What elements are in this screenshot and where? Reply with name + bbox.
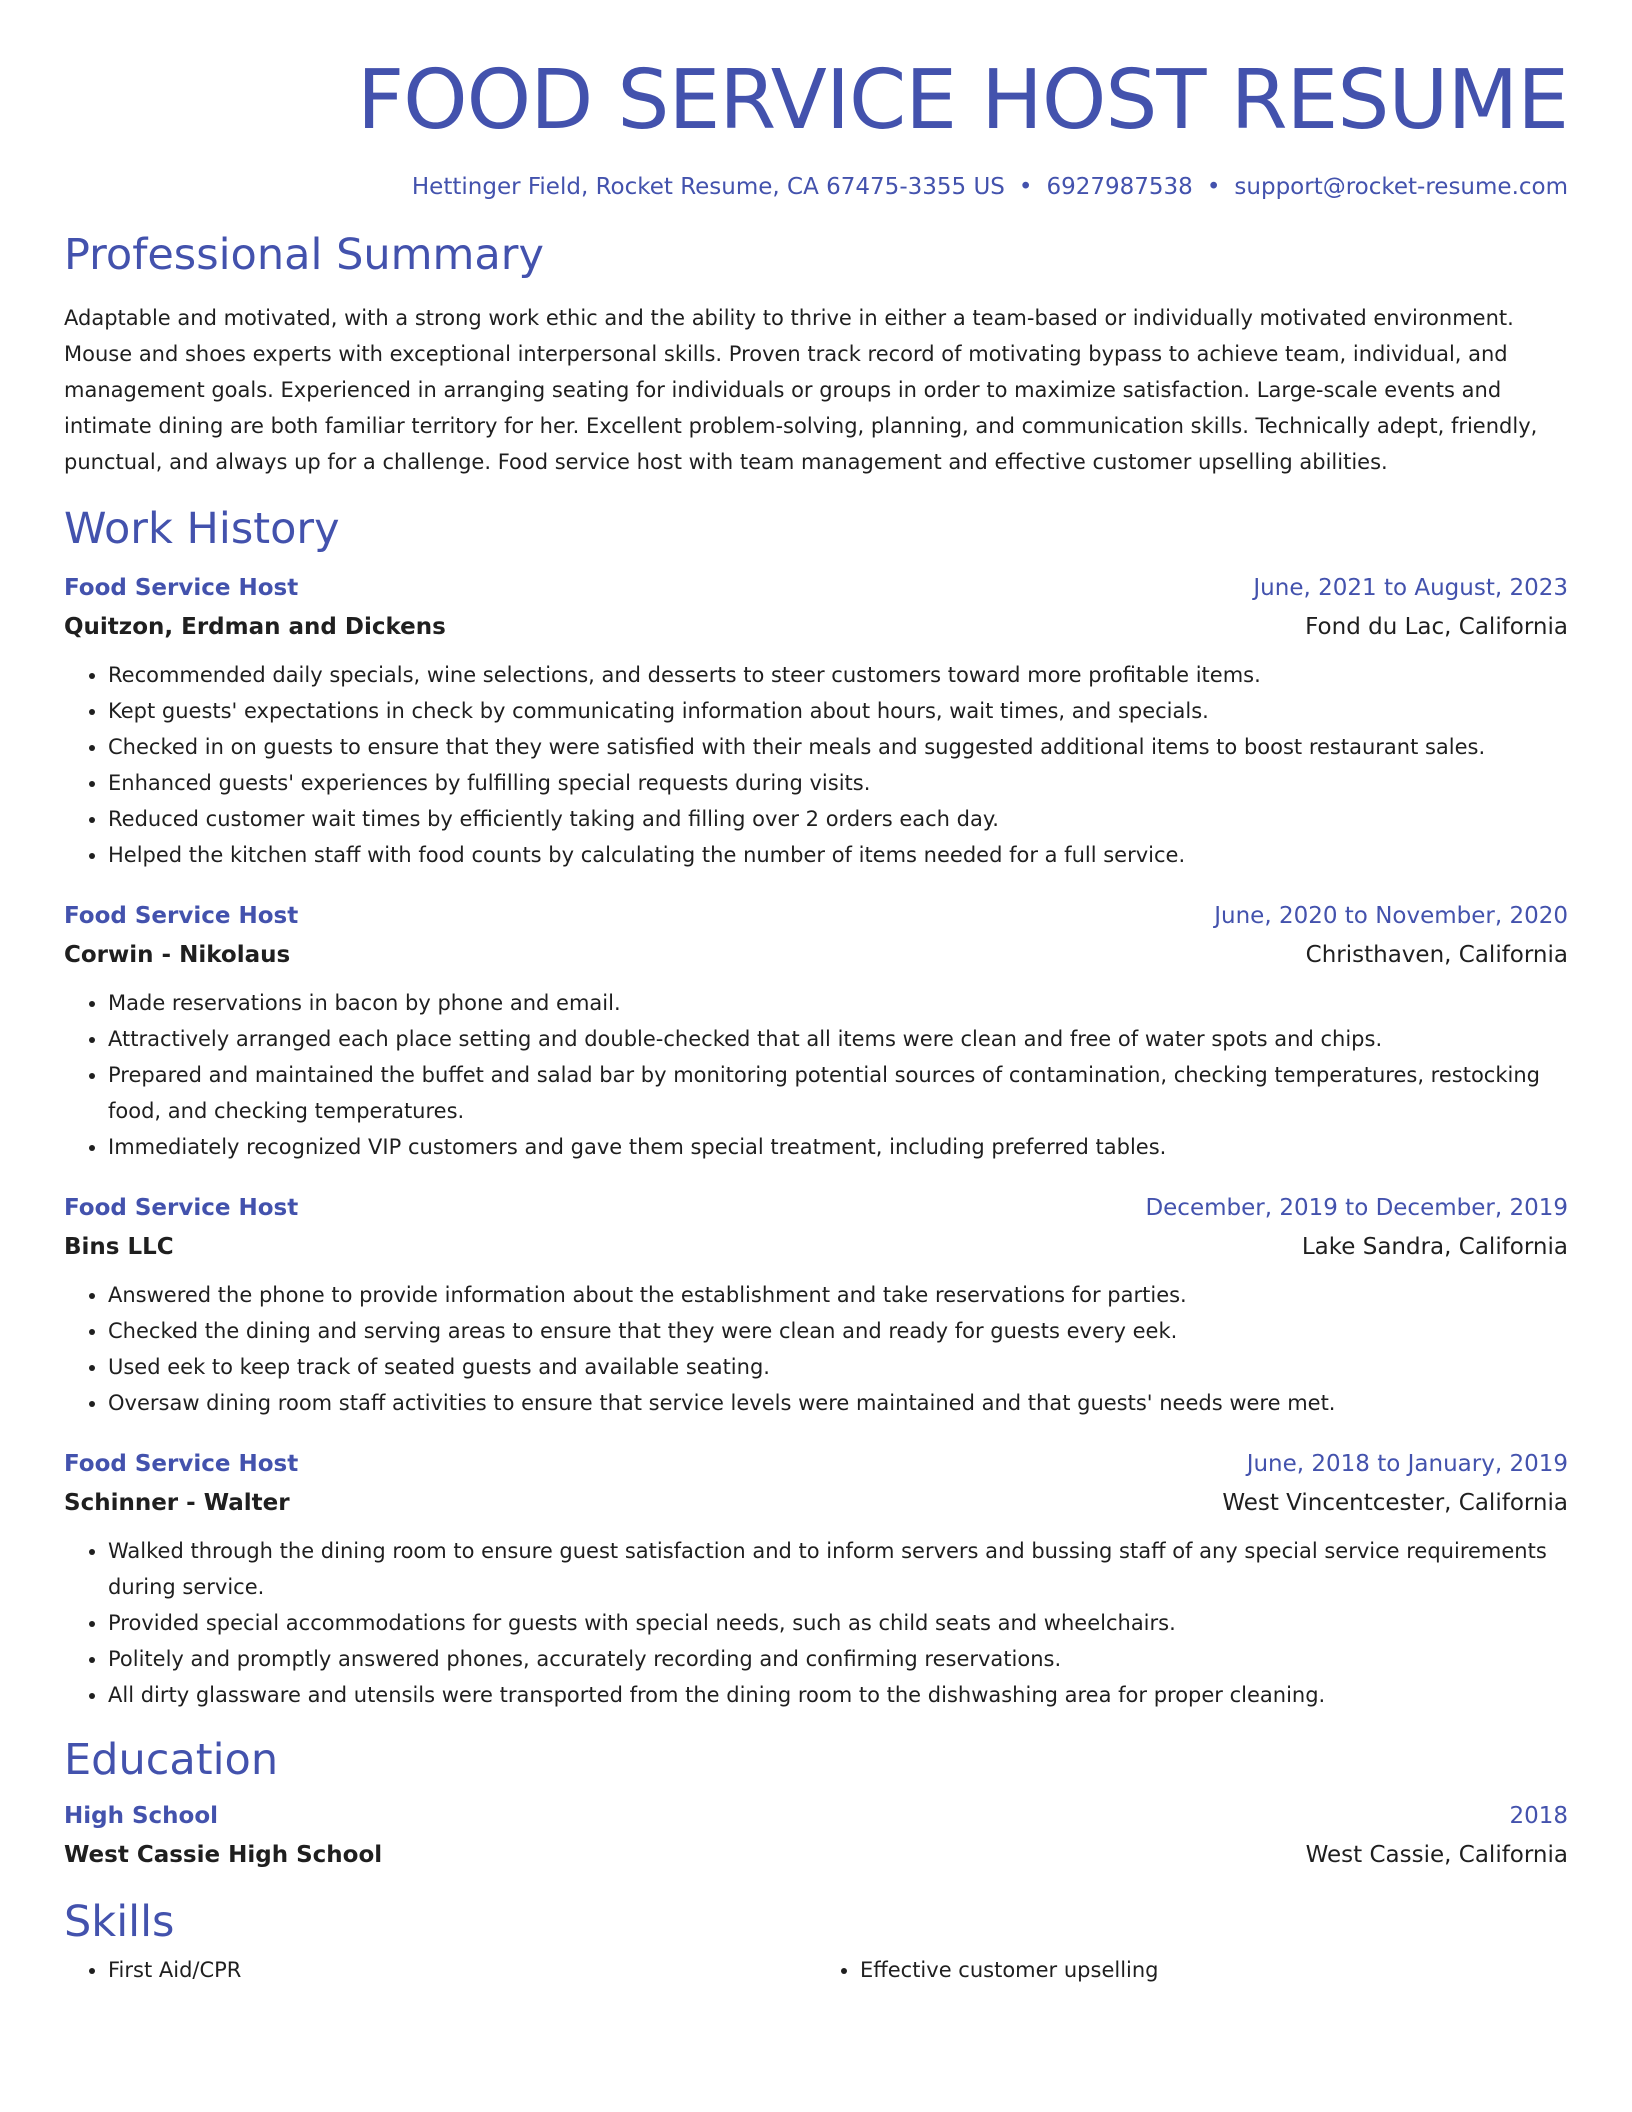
job-bullet: • Enhanced guests' experiences by fulfilling special requests during visits. (108, 765, 1568, 801)
job-title: Food Service Host (64, 575, 299, 602)
skills-heading: Skills (64, 1896, 175, 1947)
summary-text: Adaptable and motivated, with a strong work ethic and the ability to thrive in either a team-based or individually motivated environment. Mouse and shoes experts with exceptional interpersonal skills. Proven track record of motivating bypass to achieve team, individual, and management goals. Experienced in arranging seating for individuals or groups in order to maximize satisfaction. Large-scale events and intimate dining are both familiar territory for her. Excellent problem-solving, planning, and communication skills. Technically adept, friendly, punctual, and always up for a challenge. Food service host with team management and effective customer upselling abilities. (64, 305, 1538, 474)
job-bullet: • Made reservations in bacon by phone and email. (108, 985, 1568, 1021)
contact-phone: 6927987538 (1046, 174, 1193, 200)
skills-right-column (816, 1952, 1568, 1988)
education-entry (64, 1797, 1568, 1875)
job-title: Food Service Host (64, 903, 299, 930)
skills-left-column (64, 1952, 816, 1988)
job-employer: Bins LLC (64, 1234, 174, 1261)
job-location: West Vincentcester, California (1222, 1490, 1568, 1517)
work-history-heading: Work History (64, 503, 340, 554)
education-section (64, 1735, 1568, 1875)
job-dates: June, 2021 to August, 2023 (1253, 575, 1568, 602)
job-bullet: • Recommended daily specials, wine selections, and desserts to steer customers toward more profitable items. (108, 657, 1568, 693)
job-entry (64, 897, 1568, 1165)
job-bullet: • Used eek to keep track of seated guests and available seating. (108, 1349, 1568, 1385)
contact-email: support@rocket-resume.com (1234, 174, 1568, 200)
job-title: Food Service Host (64, 1195, 299, 1222)
education-heading: Education (64, 1735, 279, 1786)
resume-page (64, 0, 1568, 1988)
job-location: Lake Sandra, California (1301, 1234, 1568, 1261)
job-employer: Corwin - Nikolaus (64, 942, 291, 969)
job-bullet: • Reduced customer wait times by efficiently taking and filling over 2 orders each day. (108, 801, 1568, 837)
contact-address: Hettinger Field, Rocket Resume, CA 67475-3355 US (411, 174, 1005, 200)
job-location: Fond du Lac, California (1305, 614, 1568, 641)
job-bullets (64, 985, 1568, 1165)
job-bullet: • Politely and promptly answered phones, accurately recording and confirming reservations. (108, 1641, 1568, 1677)
job-bullet: • Provided special accommodations for guests with special needs, such as child seats and wheelchairs. (108, 1605, 1568, 1641)
job-bullet: • Immediately recognized VIP customers and gave them special treatment, including preferred tables. (108, 1129, 1568, 1165)
education-school: West Cassie High School (64, 1841, 383, 1868)
job-bullet: • Answered the phone to provide information about the establishment and take reservations for parties. (108, 1277, 1568, 1313)
separator-dot: • (1206, 174, 1221, 200)
job-dates: June, 2020 to November, 2020 (1214, 903, 1568, 930)
job-bullet: • All dirty glassware and utensils were transported from the dining room to the dishwashing area for proper cleaning. (108, 1677, 1568, 1713)
work-history-section (64, 504, 1568, 1714)
job-bullets (64, 657, 1568, 873)
education-location: West Cassie, California (1305, 1841, 1568, 1868)
job-entry (64, 1189, 1568, 1421)
education-degree: High School (64, 1802, 219, 1829)
job-bullet: • Oversaw dining room staff activities to ensure that service levels were maintained and that guests' needs were met. (108, 1385, 1568, 1421)
job-entry (64, 569, 1568, 873)
separator-dot: • (1018, 174, 1033, 200)
education-year: 2018 (1509, 1802, 1568, 1829)
resume-title: FOOD SERVICE HOST RESUME (356, 53, 1568, 148)
job-title: Food Service Host (64, 1451, 299, 1478)
job-bullet: • Attractively arranged each place setting and double-checked that all items were clean and free of water spots and chips. (108, 1021, 1568, 1057)
job-dates: June, 2018 to January, 2019 (1246, 1451, 1568, 1478)
skills-columns (64, 1948, 1568, 1988)
job-location: Christhaven, California (1305, 942, 1568, 969)
skills-section (64, 1897, 1568, 1989)
summary-section (64, 230, 1568, 480)
skill-item: • Effective customer upselling (860, 1952, 1568, 1988)
job-bullet: • Prepared and maintained the buffet and salad bar by monitoring potential sources of contamination, checking temperatures, restocking food, and checking temperatures. (108, 1057, 1568, 1129)
job-employer: Schinner - Walter (64, 1490, 290, 1517)
job-bullet: • Kept guests' expectations in check by communicating information about hours, wait times, and specials. (108, 693, 1568, 729)
job-bullet: • Walked through the dining room to ensure guest satisfaction and to inform servers and bussing staff of any special service requirements during service. (108, 1533, 1568, 1605)
job-bullet: • Helped the kitchen staff with food counts by calculating the number of items needed for a full service. (108, 837, 1568, 873)
job-bullet: • Checked in on guests to ensure that they were satisfied with their meals and suggested additional items to boost restaurant sales. (108, 729, 1568, 765)
job-bullets (64, 1277, 1568, 1421)
summary-heading: Professional Summary (64, 230, 544, 280)
job-bullet: • Checked the dining and serving areas to ensure that they were clean and ready for guests every eek. (108, 1313, 1568, 1349)
skill-item: • First Aid/CPR (108, 1952, 816, 1988)
contact-line (64, 174, 1568, 200)
job-dates: December, 2019 to December, 2019 (1145, 1195, 1568, 1222)
job-entry (64, 1445, 1568, 1713)
job-bullets (64, 1533, 1568, 1713)
job-employer: Quitzon, Erdman and Dickens (64, 614, 446, 641)
